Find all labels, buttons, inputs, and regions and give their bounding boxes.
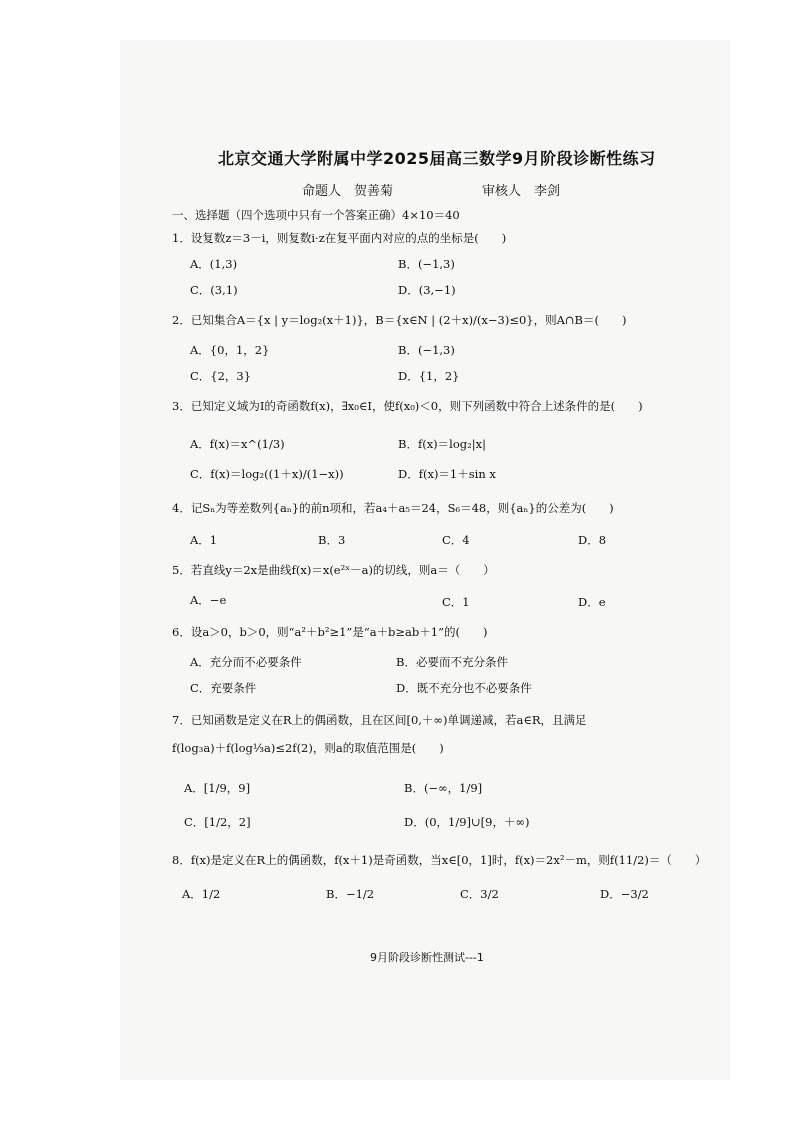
reviewer-label: 审核人 李剑 — [482, 184, 561, 199]
question-5-stem: 5．若直线y＝2x是曲线f(x)＝x(e²ˣ－a)的切线，则a＝（ ） — [172, 563, 495, 577]
q5-option-c: C．1 — [442, 595, 470, 609]
q8-option-b: B．−1/2 — [326, 887, 375, 901]
setter-label: 命题人 贺善菊 — [302, 184, 394, 199]
q8-option-a: A．1/2 — [182, 887, 221, 901]
q4-option-d: D．8 — [578, 533, 607, 547]
question-4-stem: 4．记Sₙ为等差数列{aₙ}的前n项和，若a₄＋a₅＝24，S₆＝48，则{aₙ}的公差为( ) — [172, 501, 614, 515]
q4-option-c: C．4 — [442, 533, 470, 547]
q3-option-d: D．f(x)＝1＋sin x — [398, 467, 496, 481]
q4-option-b: B．3 — [318, 533, 346, 547]
question-7-stem-line2: f(log₃a)＋f(log⅓a)≤2f(2)，则a的取值范围是( ) — [172, 741, 444, 755]
q7-option-c: C．[1/2，2] — [184, 815, 251, 829]
question-2-stem: 2．已知集合A＝{x | y＝log₂(x＋1)}，B＝{x∈N | (2＋x)/(x−3)≤0}，则A∩B＝( ) — [172, 313, 627, 327]
q6-option-c: C．充要条件 — [190, 681, 257, 695]
q7-option-d: D．(0，1/9]∪[9，＋∞) — [404, 815, 530, 829]
q1-option-b: B．(−1,3) — [398, 257, 455, 271]
q3-option-c: C．f(x)＝log₂((1＋x)/(1−x)) — [190, 467, 344, 481]
question-3-stem: 3．已知定义域为I的奇函数f(x)，∃x₀∈I，使f(x₀)＜0，则下列函数中符合上述条件的是( ) — [172, 399, 643, 413]
q2-option-d: D．{1，2} — [398, 369, 460, 383]
q6-option-a: A．充分而不必要条件 — [190, 655, 302, 669]
q8-option-c: C．3/2 — [460, 887, 499, 901]
q3-option-b: B．f(x)＝log₂|x| — [398, 437, 486, 451]
q5-option-a: A．−e — [190, 593, 227, 607]
q4-option-a: A．1 — [190, 533, 218, 547]
q1-option-d: D．(3,−1) — [398, 283, 456, 297]
q1-option-c: C．(3,1) — [190, 283, 238, 297]
q6-option-d: D．既不充分也不必要条件 — [396, 681, 532, 695]
question-6-stem: 6．设a＞0，b＞0，则“a²＋b²≥1”是“a＋b≥ab＋1”的( ) — [172, 625, 488, 639]
exam-page — [120, 40, 730, 1080]
section-heading: 一、选择题（四个选项中只有一个答案正确）4×10＝40 — [172, 208, 460, 222]
q8-option-d: D．−3/2 — [600, 887, 649, 901]
exam-title: 北京交通大学附属中学2025届高三数学9月阶段诊断性练习 — [218, 149, 656, 168]
q3-option-a: A．f(x)＝x^(1/3) — [190, 437, 285, 451]
q5-option-d: D．e — [578, 595, 606, 609]
q7-option-a: A．[1/9，9] — [184, 781, 251, 795]
q7-option-b: B．(−∞，1/9] — [404, 781, 483, 795]
page-footer: 9月阶段诊断性测试---1 — [370, 951, 484, 964]
q6-option-b: B．必要而不充分条件 — [396, 655, 508, 669]
question-1-stem: 1．设复数z＝3－i，则复数i·z在复平面内对应的点的坐标是( ) — [172, 231, 507, 245]
q2-option-c: C．{2，3} — [190, 369, 252, 383]
q2-option-b: B．(−1,3) — [398, 343, 455, 357]
q2-option-a: A．{0，1，2} — [190, 343, 270, 357]
q1-option-a: A．(1,3) — [190, 257, 238, 271]
question-7-stem: 7．已知函数是定义在R上的偶函数，且在区间[0,＋∞)单调递减，若a∈R，且满足 — [172, 713, 587, 727]
question-8-stem: 8．f(x)是定义在R上的偶函数，f(x＋1)是奇函数，当x∈[0，1]时，f(x)＝2x²－m，则f(11/2)＝（ ） — [172, 853, 707, 867]
